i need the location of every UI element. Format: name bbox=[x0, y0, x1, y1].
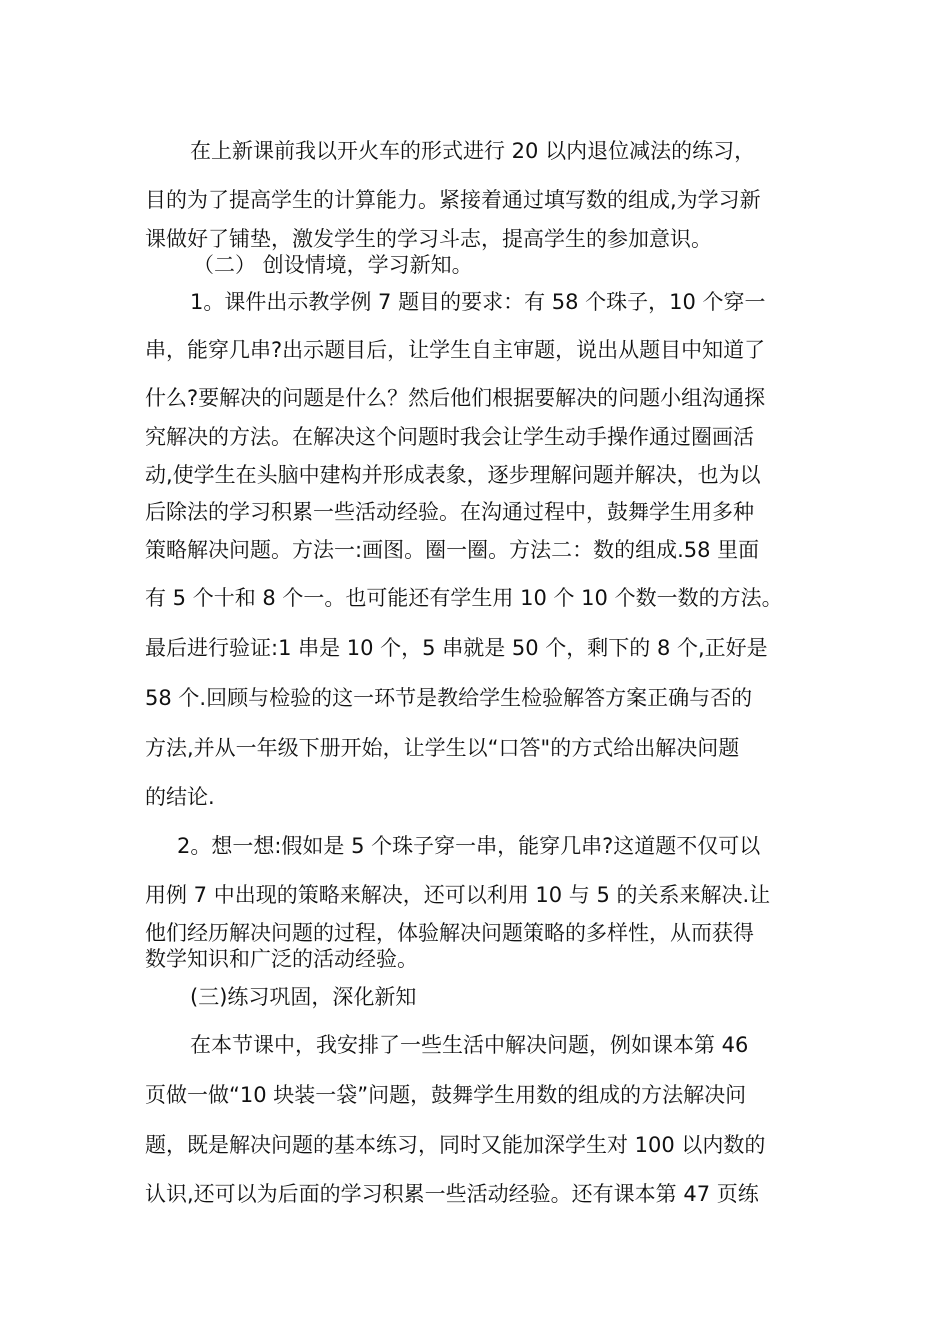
text-line: 的结论. bbox=[145, 785, 215, 809]
text-line: 串，能穿几串?出示题目后，让学生自主审题，说出从题目中知道了 bbox=[145, 338, 766, 362]
text-line: 最后进行验证:1 串是 10 个，5 串就是 50 个，剩下的 8 个,正好是 bbox=[145, 636, 768, 660]
text-line: 题，既是解决问题的基本练习，同时又能加深学生对 100 以内数的 bbox=[145, 1133, 766, 1157]
text-line: 策略解决问题。方法一:画图。圈一圈。方法二：数的组成.58 里面 bbox=[145, 538, 760, 562]
section-heading: （二） 创设情境，学习新知。 bbox=[193, 253, 473, 277]
text-line: 页做一做“10 块装一袋”问题，鼓舞学生用数的组成的方法解决问 bbox=[145, 1083, 747, 1107]
text-line: 究解决的方法。在解决这个问题时我会让学生动手操作通过圈画活 bbox=[145, 425, 754, 449]
text-line: 有 5 个十和 8 个一。也可能还有学生用 10 个 10 个数一数的方法。 bbox=[145, 586, 783, 610]
text-line: 1。课件出示教学例 7 题目的要求：有 58 个珠子，10 个穿一 bbox=[190, 290, 766, 314]
text-line: 在本节课中，我安排了一些生活中解决问题，例如课本第 46 bbox=[190, 1033, 749, 1057]
text-line: 2。想一想:假如是 5 个珠子穿一串，能穿几串?这道题不仅可以 bbox=[177, 834, 761, 858]
text-line: 他们经历解决问题的过程，体验解决问题策略的多样性，从而获得 bbox=[145, 921, 754, 945]
text-line: 方法,并从一年级下册开始，让学生以“口答"的方式给出解决问题 bbox=[145, 736, 740, 760]
text-line: 数学知识和广泛的活动经验。 bbox=[145, 947, 418, 971]
text-line: 目的为了提高学生的计算能力。紧接着通过填写数的组成,为学习新 bbox=[145, 188, 761, 212]
section-heading: (三)练习巩固，深化新知 bbox=[190, 985, 417, 1009]
text-line: 课做好了铺垫，激发学生的学习斗志，提高学生的参加意识。 bbox=[145, 227, 712, 251]
text-line: 在上新课前我以开火车的形式进行 20 以内退位减法的练习， bbox=[190, 139, 756, 163]
text-line: 什么?要解决的问题是什么？然后他们根据要解决的问题小组沟通探 bbox=[145, 386, 766, 410]
text-line: 动,使学生在头脑中建构并形成表象，逐步理解问题并解决，也为以 bbox=[145, 463, 761, 487]
text-line: 用例 7 中出现的策略来解决，还可以利用 10 与 5 的关系来解决.让 bbox=[145, 883, 771, 907]
text-line: 认识,还可以为后面的学习积累一些活动经验。还有课本第 47 页练 bbox=[145, 1182, 759, 1206]
text-line: 后除法的学习积累一些活动经验。在沟通过程中，鼓舞学生用多种 bbox=[145, 500, 754, 524]
text-line: 58 个.回顾与检验的这一环节是教给学生检验解答方案正确与否的 bbox=[145, 686, 753, 710]
